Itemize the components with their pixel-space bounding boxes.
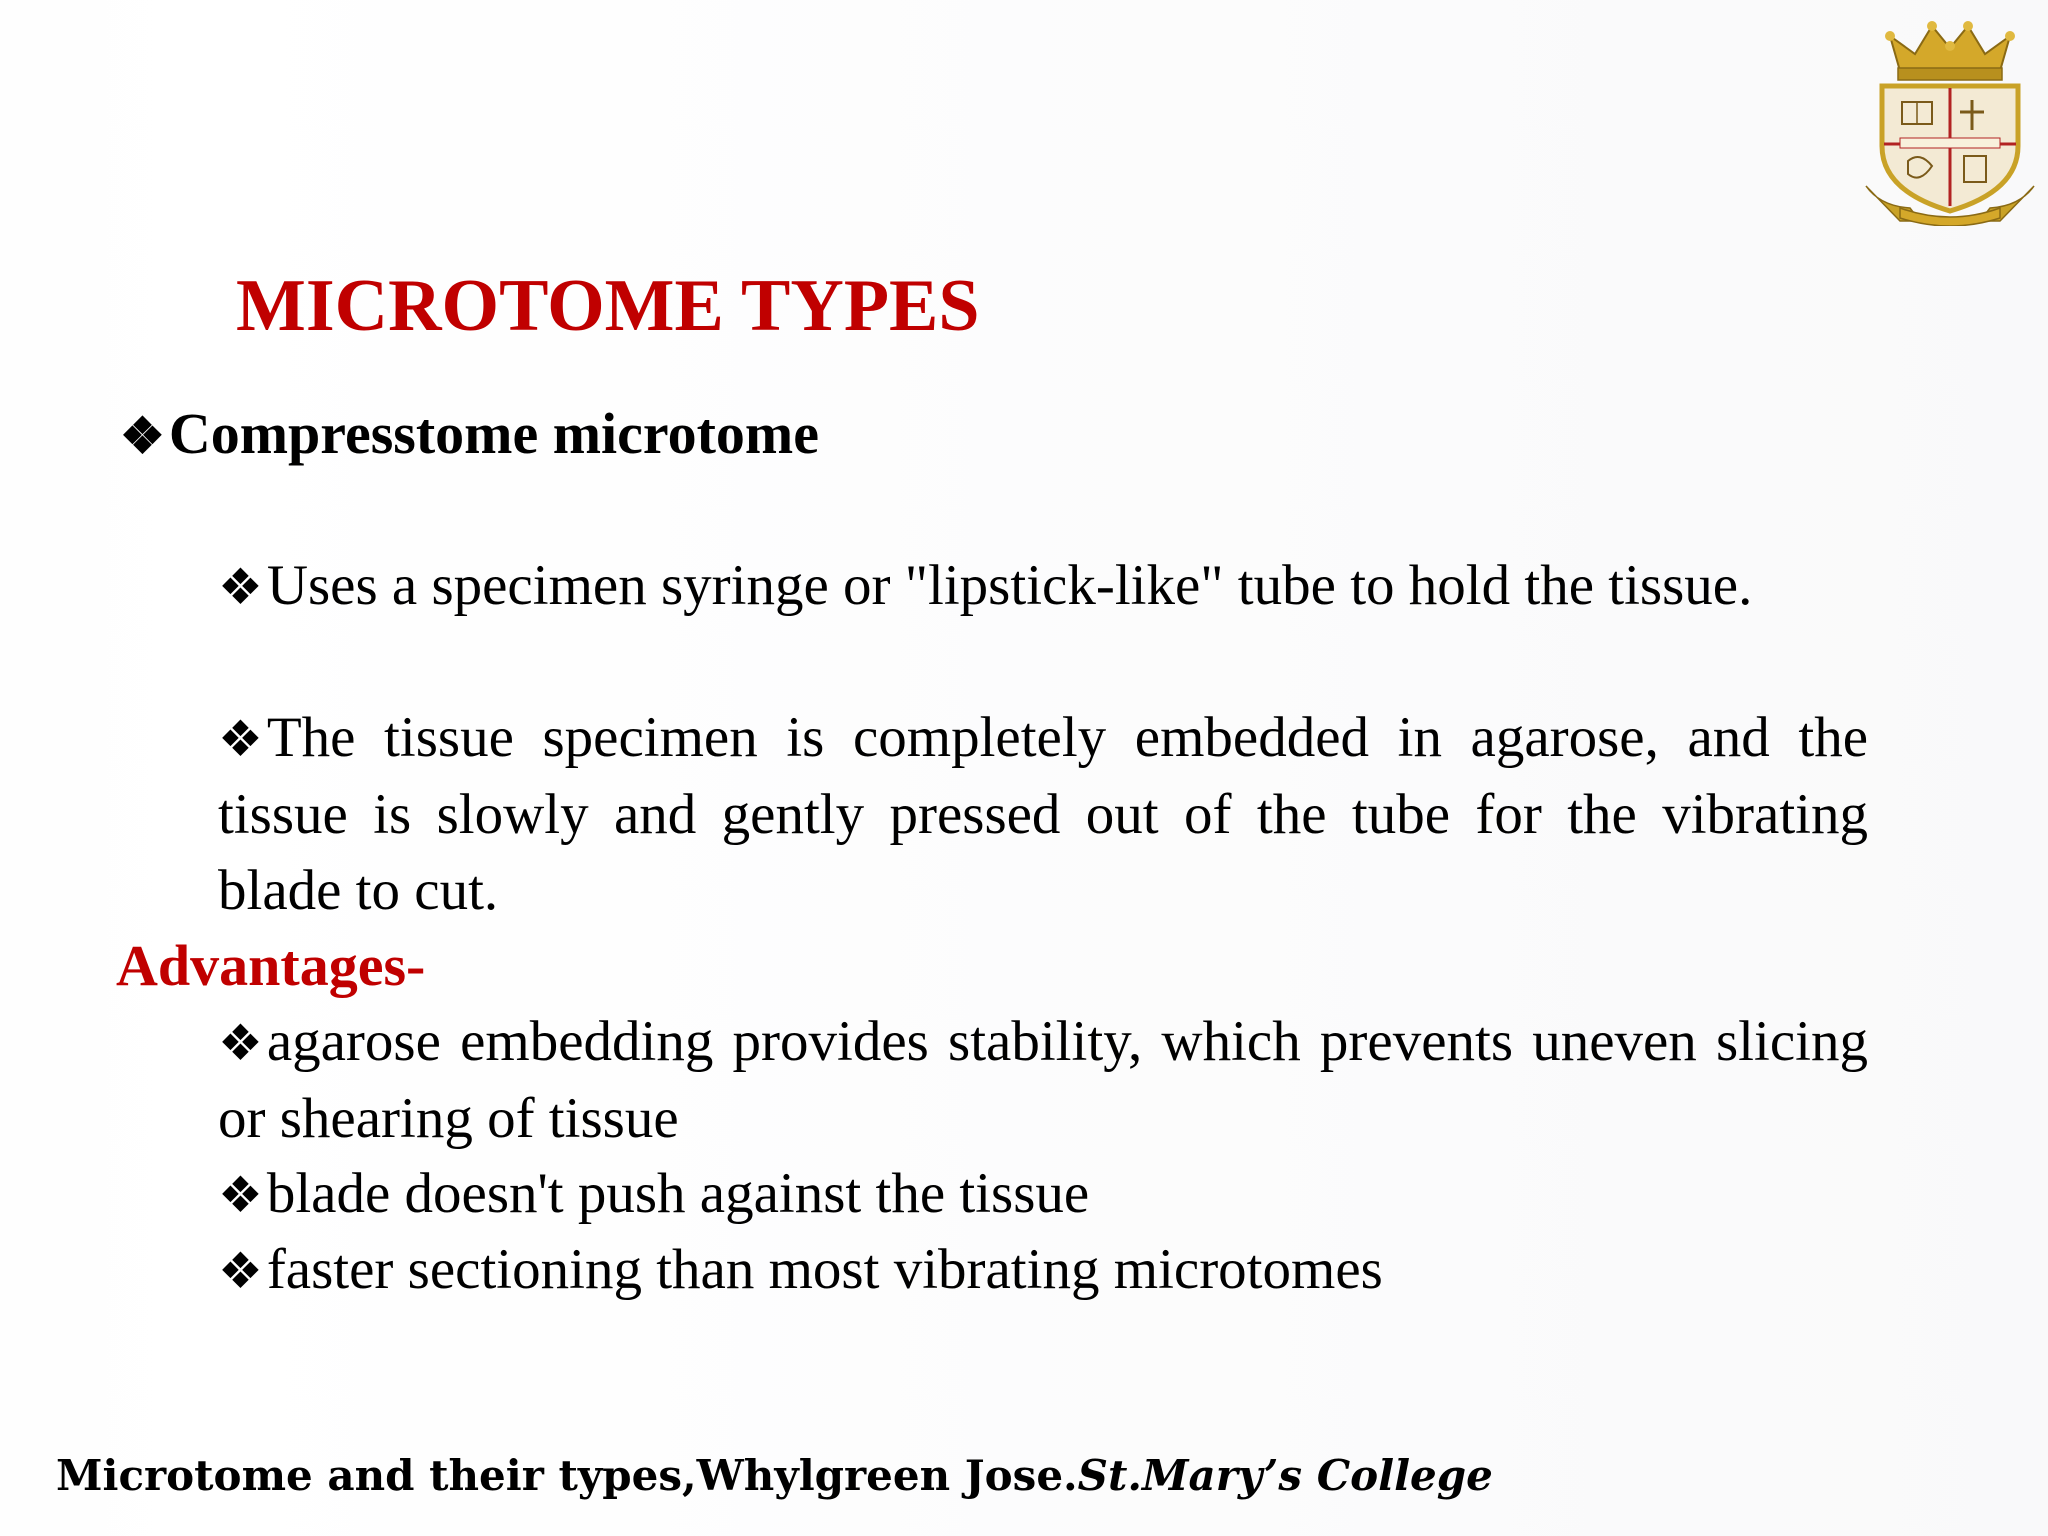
advantage-text: faster sectioning than most vibrating microtomes	[266, 1238, 1383, 1301]
footer	[56, 1448, 1493, 1504]
description-item	[218, 548, 1868, 625]
subtitle-text: Compresstome microtome	[168, 401, 819, 466]
diamond-bullet-icon: ❖	[218, 559, 263, 615]
advantage-item	[218, 1004, 1868, 1157]
diamond-bullet-icon: ❖	[218, 711, 263, 767]
slide-title: MICROTOME TYPES	[236, 265, 980, 347]
description-text: Uses a specimen syringe or "lipstick-like" tube to hold the tissue.	[266, 554, 1753, 617]
footer-college: St.Mary’s College	[1077, 1451, 1493, 1500]
footer-text: Microtome and their types,Whylgreen Jose.	[56, 1451, 1078, 1500]
description-item	[218, 700, 1868, 929]
college-crest-icon	[1860, 16, 2040, 226]
advantage-text: blade doesn't push against the tissue	[266, 1162, 1090, 1225]
diamond-bullet-icon: ❖	[218, 1243, 263, 1299]
diamond-bullet-icon: ❖	[218, 1015, 263, 1071]
advantages-heading: Advantages-	[116, 933, 426, 998]
description-text: The tissue specimen is completely embedded in agarose, and the tissue is slowly and gently pressed out of the tube for the vibrating blade to cut.	[218, 706, 1868, 922]
advantage-text: agarose embedding provides stability, which prevents uneven slicing or shearing of tissue	[218, 1010, 1868, 1150]
subtitle	[120, 396, 819, 474]
advantage-item	[218, 1232, 1868, 1309]
advantage-item	[218, 1156, 1868, 1233]
diamond-bullet-icon: ❖	[218, 1167, 263, 1223]
diamond-bullet-icon: ❖	[120, 408, 165, 464]
